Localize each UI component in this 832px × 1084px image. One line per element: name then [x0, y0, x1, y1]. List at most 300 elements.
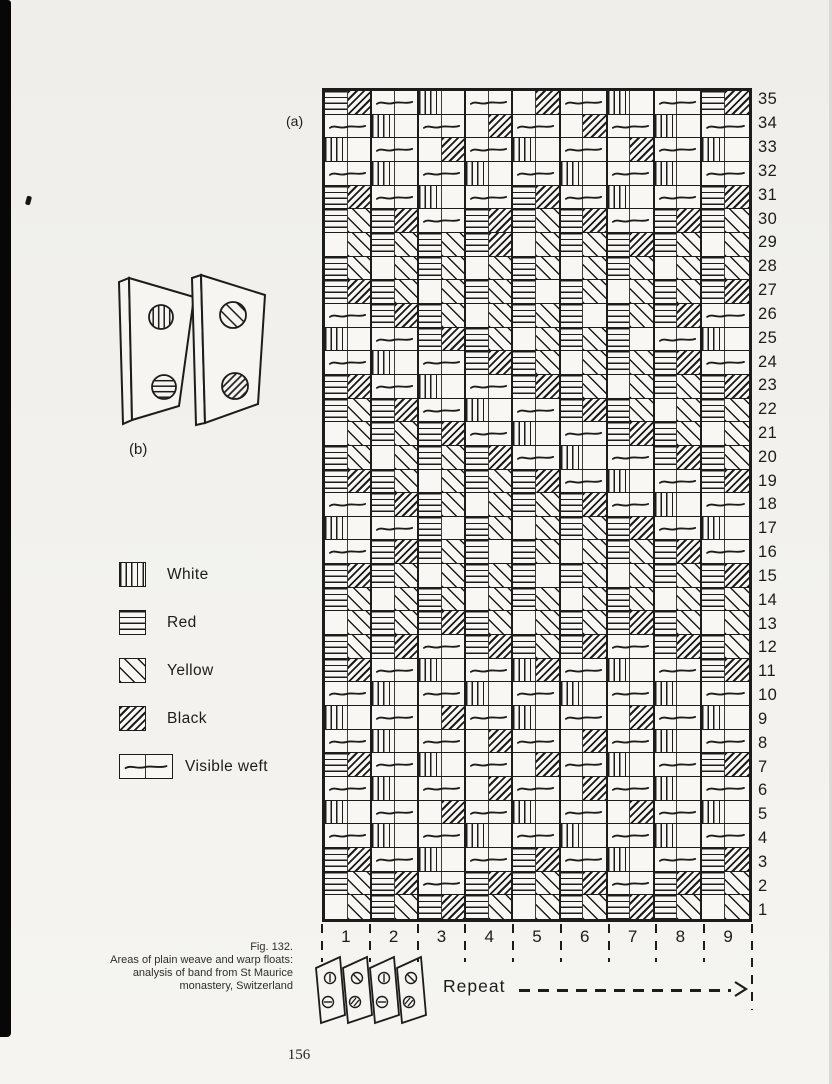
grid-cell-r12-c8 — [655, 635, 702, 659]
tablet-cards-illustration — [112, 268, 272, 435]
grid-cell-r34-c4 — [466, 115, 513, 139]
grid-cell-r15-c6 — [561, 564, 608, 588]
grid-cell-r15-c9 — [702, 564, 749, 588]
grid-cell-r25-c3 — [419, 328, 466, 352]
grid-cell-r32-c5 — [513, 162, 560, 186]
grid-cell-r17-c1 — [325, 517, 372, 541]
grid-cell-r19-c9 — [702, 470, 749, 494]
grid-cell-r4-c9 — [702, 824, 749, 848]
grid-cell-r4-c8 — [655, 824, 702, 848]
grid-cell-r34-c8 — [655, 115, 702, 139]
grid-cell-r7-c6 — [561, 753, 608, 777]
grid-cell-r25-c2 — [372, 328, 419, 352]
grid-cell-r21-c8 — [655, 422, 702, 446]
grid-cell-r29-c6 — [561, 233, 608, 257]
grid-cell-r15-c2 — [372, 564, 419, 588]
row-number-13: 13 — [758, 614, 778, 633]
row-number-16: 16 — [758, 543, 778, 562]
grid-cell-r7-c5 — [513, 753, 560, 777]
grid-cell-r13-c9 — [702, 611, 749, 635]
grid-cell-r17-c5 — [513, 517, 560, 541]
grid-cell-r27-c4 — [466, 280, 513, 304]
grid-cell-r20-c4 — [466, 446, 513, 470]
grid-cell-r21-c3 — [419, 422, 466, 446]
grid-cell-r23-c2 — [372, 375, 419, 399]
grid-cell-r8-c6 — [561, 730, 608, 754]
row-number-9: 9 — [758, 709, 768, 728]
legend-label: Visible weft — [185, 757, 268, 775]
grid-cell-r22-c5 — [513, 399, 560, 423]
grid-cell-r11-c5 — [513, 659, 560, 683]
grid-cell-r13-c4 — [466, 611, 513, 635]
grid-cell-r12-c1 — [325, 635, 372, 659]
grid-cell-r14-c9 — [702, 588, 749, 612]
grid-cell-r30-c4 — [466, 209, 513, 233]
row-number-12: 12 — [758, 638, 778, 657]
figure-caption — [40, 941, 293, 993]
column-separator-dash — [464, 924, 466, 962]
grid-cell-r4-c5 — [513, 824, 560, 848]
row-number-1: 1 — [758, 900, 768, 919]
legend-item-white — [119, 562, 268, 587]
grid-cell-r6-c4 — [466, 777, 513, 801]
grid-cell-r35-c4 — [466, 91, 513, 115]
grid-cell-r33-c3 — [419, 138, 466, 162]
grid-cell-r32-c1 — [325, 162, 372, 186]
grid-cell-r25-c4 — [466, 328, 513, 352]
grid-cell-r2-c8 — [655, 872, 702, 896]
grid-cell-r14-c6 — [561, 588, 608, 612]
legend-label: White — [167, 565, 209, 583]
grid-cell-r13-c5 — [513, 611, 560, 635]
grid-cell-r6-c6 — [561, 777, 608, 801]
grid-cell-r24-c7 — [608, 351, 655, 375]
grid-cell-r17-c9 — [702, 517, 749, 541]
grid-cell-r30-c3 — [419, 209, 466, 233]
row-number-33: 33 — [758, 138, 778, 157]
row-number-31: 31 — [758, 185, 778, 204]
row-number-24: 24 — [758, 352, 778, 371]
grid-cell-r30-c7 — [608, 209, 655, 233]
grid-cell-r6-c5 — [513, 777, 560, 801]
figure-part-label-a: (a) — [286, 113, 304, 129]
grid-cell-r34-c7 — [608, 115, 655, 139]
grid-cell-r29-c7 — [608, 233, 655, 257]
grid-cell-r30-c8 — [655, 209, 702, 233]
grid-cell-r3-c4 — [466, 848, 513, 872]
grid-cell-r17-c2 — [372, 517, 419, 541]
grid-cell-r10-c9 — [702, 682, 749, 706]
repeat-label: Repeat — [443, 976, 506, 996]
grid-cell-r27-c5 — [513, 280, 560, 304]
grid-cell-r20-c7 — [608, 446, 655, 470]
legend-item-red — [119, 610, 268, 635]
grid-cell-r31-c9 — [702, 186, 749, 210]
grid-cell-r18-c1 — [325, 493, 372, 517]
grid-cell-r10-c2 — [372, 682, 419, 706]
grid-cell-r17-c3 — [419, 517, 466, 541]
grid-cell-r9-c1 — [325, 706, 372, 730]
grid-cell-r24-c1 — [325, 351, 372, 375]
grid-cell-r28-c1 — [325, 257, 372, 281]
grid-cell-r11-c3 — [419, 659, 466, 683]
grid-cell-r32-c2 — [372, 162, 419, 186]
grid-cell-r18-c4 — [466, 493, 513, 517]
grid-cell-r7-c1 — [325, 753, 372, 777]
grid-cell-r1-c9 — [702, 895, 749, 919]
grid-cell-r13-c8 — [655, 611, 702, 635]
grid-cell-r16-c3 — [419, 540, 466, 564]
grid-cell-r30-c1 — [325, 209, 372, 233]
column-separator-dash — [751, 924, 753, 1010]
row-number-8: 8 — [758, 733, 768, 752]
grid-cell-r31-c7 — [608, 186, 655, 210]
grid-cell-r28-c9 — [702, 257, 749, 281]
grid-cell-r9-c2 — [372, 706, 419, 730]
white-vertical-hatch-swatch — [119, 562, 146, 587]
grid-cell-r25-c5 — [513, 328, 560, 352]
row-number-18: 18 — [758, 495, 778, 514]
column-number-5: 5 — [532, 927, 542, 946]
column-separator-dash — [512, 924, 514, 962]
legend — [119, 562, 268, 802]
grid-cell-r18-c9 — [702, 493, 749, 517]
grid-cell-r32-c4 — [466, 162, 513, 186]
grid-cell-r23-c9 — [702, 375, 749, 399]
grid-cell-r9-c5 — [513, 706, 560, 730]
repeat-arrowhead-icon — [731, 980, 749, 998]
scan-speck — [25, 196, 32, 206]
grid-cell-r34-c2 — [372, 115, 419, 139]
grid-cell-r30-c2 — [372, 209, 419, 233]
grid-cell-r10-c8 — [655, 682, 702, 706]
grid-cell-r3-c2 — [372, 848, 419, 872]
grid-cell-r29-c1 — [325, 233, 372, 257]
grid-cell-r26-c2 — [372, 304, 419, 328]
grid-cell-r35-c7 — [608, 91, 655, 115]
grid-cell-r28-c3 — [419, 257, 466, 281]
grid-cell-r28-c8 — [655, 257, 702, 281]
grid-cell-r14-c4 — [466, 588, 513, 612]
grid-cell-r25-c9 — [702, 328, 749, 352]
grid-cell-r34-c9 — [702, 115, 749, 139]
grid-cell-r28-c6 — [561, 257, 608, 281]
grid-cell-r23-c6 — [561, 375, 608, 399]
grid-cell-r2-c3 — [419, 872, 466, 896]
grid-cell-r16-c7 — [608, 540, 655, 564]
column-number-2: 2 — [388, 927, 399, 946]
row-number-15: 15 — [758, 566, 778, 585]
grid-cell-r27-c9 — [702, 280, 749, 304]
caption-line: Areas of plain weave and warp floats: — [110, 954, 293, 967]
row-number-2: 2 — [758, 876, 768, 895]
grid-cell-r7-c7 — [608, 753, 655, 777]
legend-item-black — [119, 706, 268, 731]
grid-cell-r21-c4 — [466, 422, 513, 446]
grid-cell-r1-c1 — [325, 895, 372, 919]
grid-cell-r6-c2 — [372, 777, 419, 801]
row-number-10: 10 — [758, 686, 778, 705]
grid-cell-r6-c3 — [419, 777, 466, 801]
grid-cell-r16-c8 — [655, 540, 702, 564]
grid-cell-r3-c7 — [608, 848, 655, 872]
grid-cell-r19-c7 — [608, 470, 655, 494]
grid-cell-r13-c7 — [608, 611, 655, 635]
grid-cell-r15-c8 — [655, 564, 702, 588]
grid-cell-r32-c3 — [419, 162, 466, 186]
grid-cell-r20-c5 — [513, 446, 560, 470]
grid-cell-r2-c2 — [372, 872, 419, 896]
grid-cell-r12-c6 — [561, 635, 608, 659]
grid-cell-r21-c5 — [513, 422, 560, 446]
grid-cell-r30-c6 — [561, 209, 608, 233]
row-number-22: 22 — [758, 400, 778, 419]
grid-cell-r20-c2 — [372, 446, 419, 470]
grid-cell-r2-c1 — [325, 872, 372, 896]
grid-cell-r3-c5 — [513, 848, 560, 872]
grid-cell-r9-c3 — [419, 706, 466, 730]
grid-cell-r23-c8 — [655, 375, 702, 399]
tablet-icons — [312, 952, 437, 1033]
row-number-23: 23 — [758, 376, 778, 395]
grid-cell-r5-c9 — [702, 801, 749, 825]
grid-cell-r29-c4 — [466, 233, 513, 257]
grid-cell-r4-c7 — [608, 824, 655, 848]
grid-cell-r9-c9 — [702, 706, 749, 730]
grid-cell-r5-c7 — [608, 801, 655, 825]
scan-black-edge — [0, 0, 11, 1037]
column-number-6: 6 — [580, 927, 590, 946]
row-number-14: 14 — [758, 590, 778, 609]
column-number-1: 1 — [341, 927, 351, 946]
grid-cell-r15-c4 — [466, 564, 513, 588]
grid-cell-r26-c1 — [325, 304, 372, 328]
grid-cell-r18-c3 — [419, 493, 466, 517]
grid-cell-r21-c2 — [372, 422, 419, 446]
row-number-21: 21 — [758, 424, 778, 442]
caption-line: monastery, Switzerland — [179, 980, 293, 993]
grid-cell-r11-c8 — [655, 659, 702, 683]
grid-cell-r19-c8 — [655, 470, 702, 494]
grid-cell-r24-c6 — [561, 351, 608, 375]
grid-cell-r22-c4 — [466, 399, 513, 423]
grid-cell-r1-c6 — [561, 895, 608, 919]
grid-cell-r5-c3 — [419, 801, 466, 825]
row-number-7: 7 — [758, 757, 768, 776]
grid-cell-r23-c1 — [325, 375, 372, 399]
grid-cell-r3-c8 — [655, 848, 702, 872]
grid-cell-r17-c4 — [466, 517, 513, 541]
row-number-17: 17 — [758, 519, 778, 538]
grid-cell-r28-c4 — [466, 257, 513, 281]
grid-cell-r5-c6 — [561, 801, 608, 825]
column-separator-dash — [703, 924, 705, 962]
grid-cell-r5-c2 — [372, 801, 419, 825]
grid-cell-r25-c7 — [608, 328, 655, 352]
grid-cell-r10-c4 — [466, 682, 513, 706]
yellow-diagonal-hatch-swatch — [119, 658, 146, 683]
grid-cell-r29-c9 — [702, 233, 749, 257]
grid-cell-r19-c2 — [372, 470, 419, 494]
grid-cell-r14-c5 — [513, 588, 560, 612]
grid-cell-r35-c6 — [561, 91, 608, 115]
grid-cell-r26-c8 — [655, 304, 702, 328]
grid-cell-r26-c3 — [419, 304, 466, 328]
grid-cell-r14-c8 — [655, 588, 702, 612]
grid-cell-r12-c5 — [513, 635, 560, 659]
grid-cell-r29-c8 — [655, 233, 702, 257]
grid-cell-r31-c4 — [466, 186, 513, 210]
grid-cell-r11-c9 — [702, 659, 749, 683]
grid-cell-r26-c4 — [466, 304, 513, 328]
column-separator-dash — [608, 924, 610, 962]
grid-cell-r4-c2 — [372, 824, 419, 848]
grid-cell-r15-c5 — [513, 564, 560, 588]
row-number-4: 4 — [758, 829, 768, 848]
grid-cell-r13-c2 — [372, 611, 419, 635]
grid-cell-r26-c5 — [513, 304, 560, 328]
grid-cell-r3-c6 — [561, 848, 608, 872]
row-number-28: 28 — [758, 257, 778, 276]
row-number-30: 30 — [758, 209, 778, 228]
grid-cell-r8-c8 — [655, 730, 702, 754]
grid-cell-r33-c9 — [702, 138, 749, 162]
grid-cell-r31-c2 — [372, 186, 419, 210]
grid-cell-r32-c7 — [608, 162, 655, 186]
grid-cell-r24-c9 — [702, 351, 749, 375]
grid-cell-r24-c5 — [513, 351, 560, 375]
grid-cell-r7-c2 — [372, 753, 419, 777]
grid-cell-r12-c3 — [419, 635, 466, 659]
grid-cell-r8-c3 — [419, 730, 466, 754]
grid-cell-r5-c1 — [325, 801, 372, 825]
grid-cell-r8-c2 — [372, 730, 419, 754]
grid-cell-r35-c1 — [325, 91, 372, 115]
grid-cell-r20-c1 — [325, 446, 372, 470]
grid-cell-r8-c9 — [702, 730, 749, 754]
caption-line: analysis of band from St Maurice — [132, 967, 293, 980]
grid-cell-r16-c5 — [513, 540, 560, 564]
grid-cell-r4-c3 — [419, 824, 466, 848]
grid-cell-r16-c2 — [372, 540, 419, 564]
grid-cell-r11-c6 — [561, 659, 608, 683]
grid-cell-r19-c5 — [513, 470, 560, 494]
grid-cell-r24-c3 — [419, 351, 466, 375]
row-number-27: 27 — [758, 281, 778, 300]
grid-cell-r18-c7 — [608, 493, 655, 517]
repeat-dashed-arrow — [519, 989, 731, 992]
grid-cell-r12-c4 — [466, 635, 513, 659]
grid-cell-r30-c9 — [702, 209, 749, 233]
grid-cell-r10-c1 — [325, 682, 372, 706]
grid-cell-r17-c8 — [655, 517, 702, 541]
grid-cell-r2-c6 — [561, 872, 608, 896]
grid-cell-r35-c2 — [372, 91, 419, 115]
column-separator-dash — [560, 924, 562, 962]
grid-cell-r33-c2 — [372, 138, 419, 162]
grid-cell-r5-c8 — [655, 801, 702, 825]
grid-cell-r9-c6 — [561, 706, 608, 730]
grid-cell-r22-c6 — [561, 399, 608, 423]
grid-cell-r27-c8 — [655, 280, 702, 304]
red-horizontal-hatch-swatch — [119, 610, 146, 635]
grid-cell-r24-c2 — [372, 351, 419, 375]
grid-cell-r19-c1 — [325, 470, 372, 494]
black-dense-diagonal-hatch-swatch — [119, 706, 146, 731]
grid-cell-r31-c8 — [655, 186, 702, 210]
grid-cell-r2-c7 — [608, 872, 655, 896]
grid-cell-r21-c6 — [561, 422, 608, 446]
grid-cell-r1-c4 — [466, 895, 513, 919]
grid-cell-r28-c5 — [513, 257, 560, 281]
grid-cell-r14-c2 — [372, 588, 419, 612]
grid-cell-r30-c5 — [513, 209, 560, 233]
row-number-5: 5 — [758, 805, 768, 824]
row-number-26: 26 — [758, 304, 778, 323]
grid-cell-r34-c6 — [561, 115, 608, 139]
grid-cell-r25-c8 — [655, 328, 702, 352]
row-number-34: 34 — [758, 114, 778, 133]
grid-cell-r25-c1 — [325, 328, 372, 352]
row-number-25: 25 — [758, 328, 778, 347]
grid-cell-r20-c9 — [702, 446, 749, 470]
grid-cell-r8-c1 — [325, 730, 372, 754]
grid-cell-r6-c7 — [608, 777, 655, 801]
grid-cell-r31-c5 — [513, 186, 560, 210]
grid-cell-r10-c5 — [513, 682, 560, 706]
grid-cell-r31-c6 — [561, 186, 608, 210]
grid-cell-r32-c8 — [655, 162, 702, 186]
row-number-19: 19 — [758, 471, 778, 490]
grid-cell-r2-c9 — [702, 872, 749, 896]
grid-cell-r22-c8 — [655, 399, 702, 423]
grid-cell-r35-c9 — [702, 91, 749, 115]
column-separator-dash — [321, 924, 323, 962]
visible-weft-curve-swatch — [119, 754, 173, 779]
column-separator-dash — [655, 924, 657, 962]
grid-cell-r21-c7 — [608, 422, 655, 446]
grid-cell-r33-c1 — [325, 138, 372, 162]
grid-cell-r26-c7 — [608, 304, 655, 328]
grid-cell-r6-c9 — [702, 777, 749, 801]
grid-cell-r4-c6 — [561, 824, 608, 848]
grid-cell-r14-c3 — [419, 588, 466, 612]
grid-cell-r18-c2 — [372, 493, 419, 517]
column-separator-dash — [417, 924, 419, 962]
grid-cell-r22-c3 — [419, 399, 466, 423]
grid-cell-r33-c7 — [608, 138, 655, 162]
column-separator-dash — [369, 924, 371, 962]
grid-cell-r10-c7 — [608, 682, 655, 706]
grid-cell-r15-c3 — [419, 564, 466, 588]
grid-cell-r26-c6 — [561, 304, 608, 328]
grid-cell-r20-c8 — [655, 446, 702, 470]
grid-cell-r11-c4 — [466, 659, 513, 683]
grid-cell-r28-c2 — [372, 257, 419, 281]
grid-cell-r12-c7 — [608, 635, 655, 659]
figure-part-label-b: (b) — [129, 441, 148, 458]
grid-cell-r6-c1 — [325, 777, 372, 801]
grid-cell-r19-c6 — [561, 470, 608, 494]
grid-cell-r17-c6 — [561, 517, 608, 541]
grid-cell-r28-c7 — [608, 257, 655, 281]
grid-cell-r1-c8 — [655, 895, 702, 919]
page-number: 156 — [287, 1047, 311, 1063]
grid-cell-r14-c7 — [608, 588, 655, 612]
column-number-4: 4 — [484, 927, 494, 946]
grid-cell-r4-c4 — [466, 824, 513, 848]
grid-cell-r18-c8 — [655, 493, 702, 517]
